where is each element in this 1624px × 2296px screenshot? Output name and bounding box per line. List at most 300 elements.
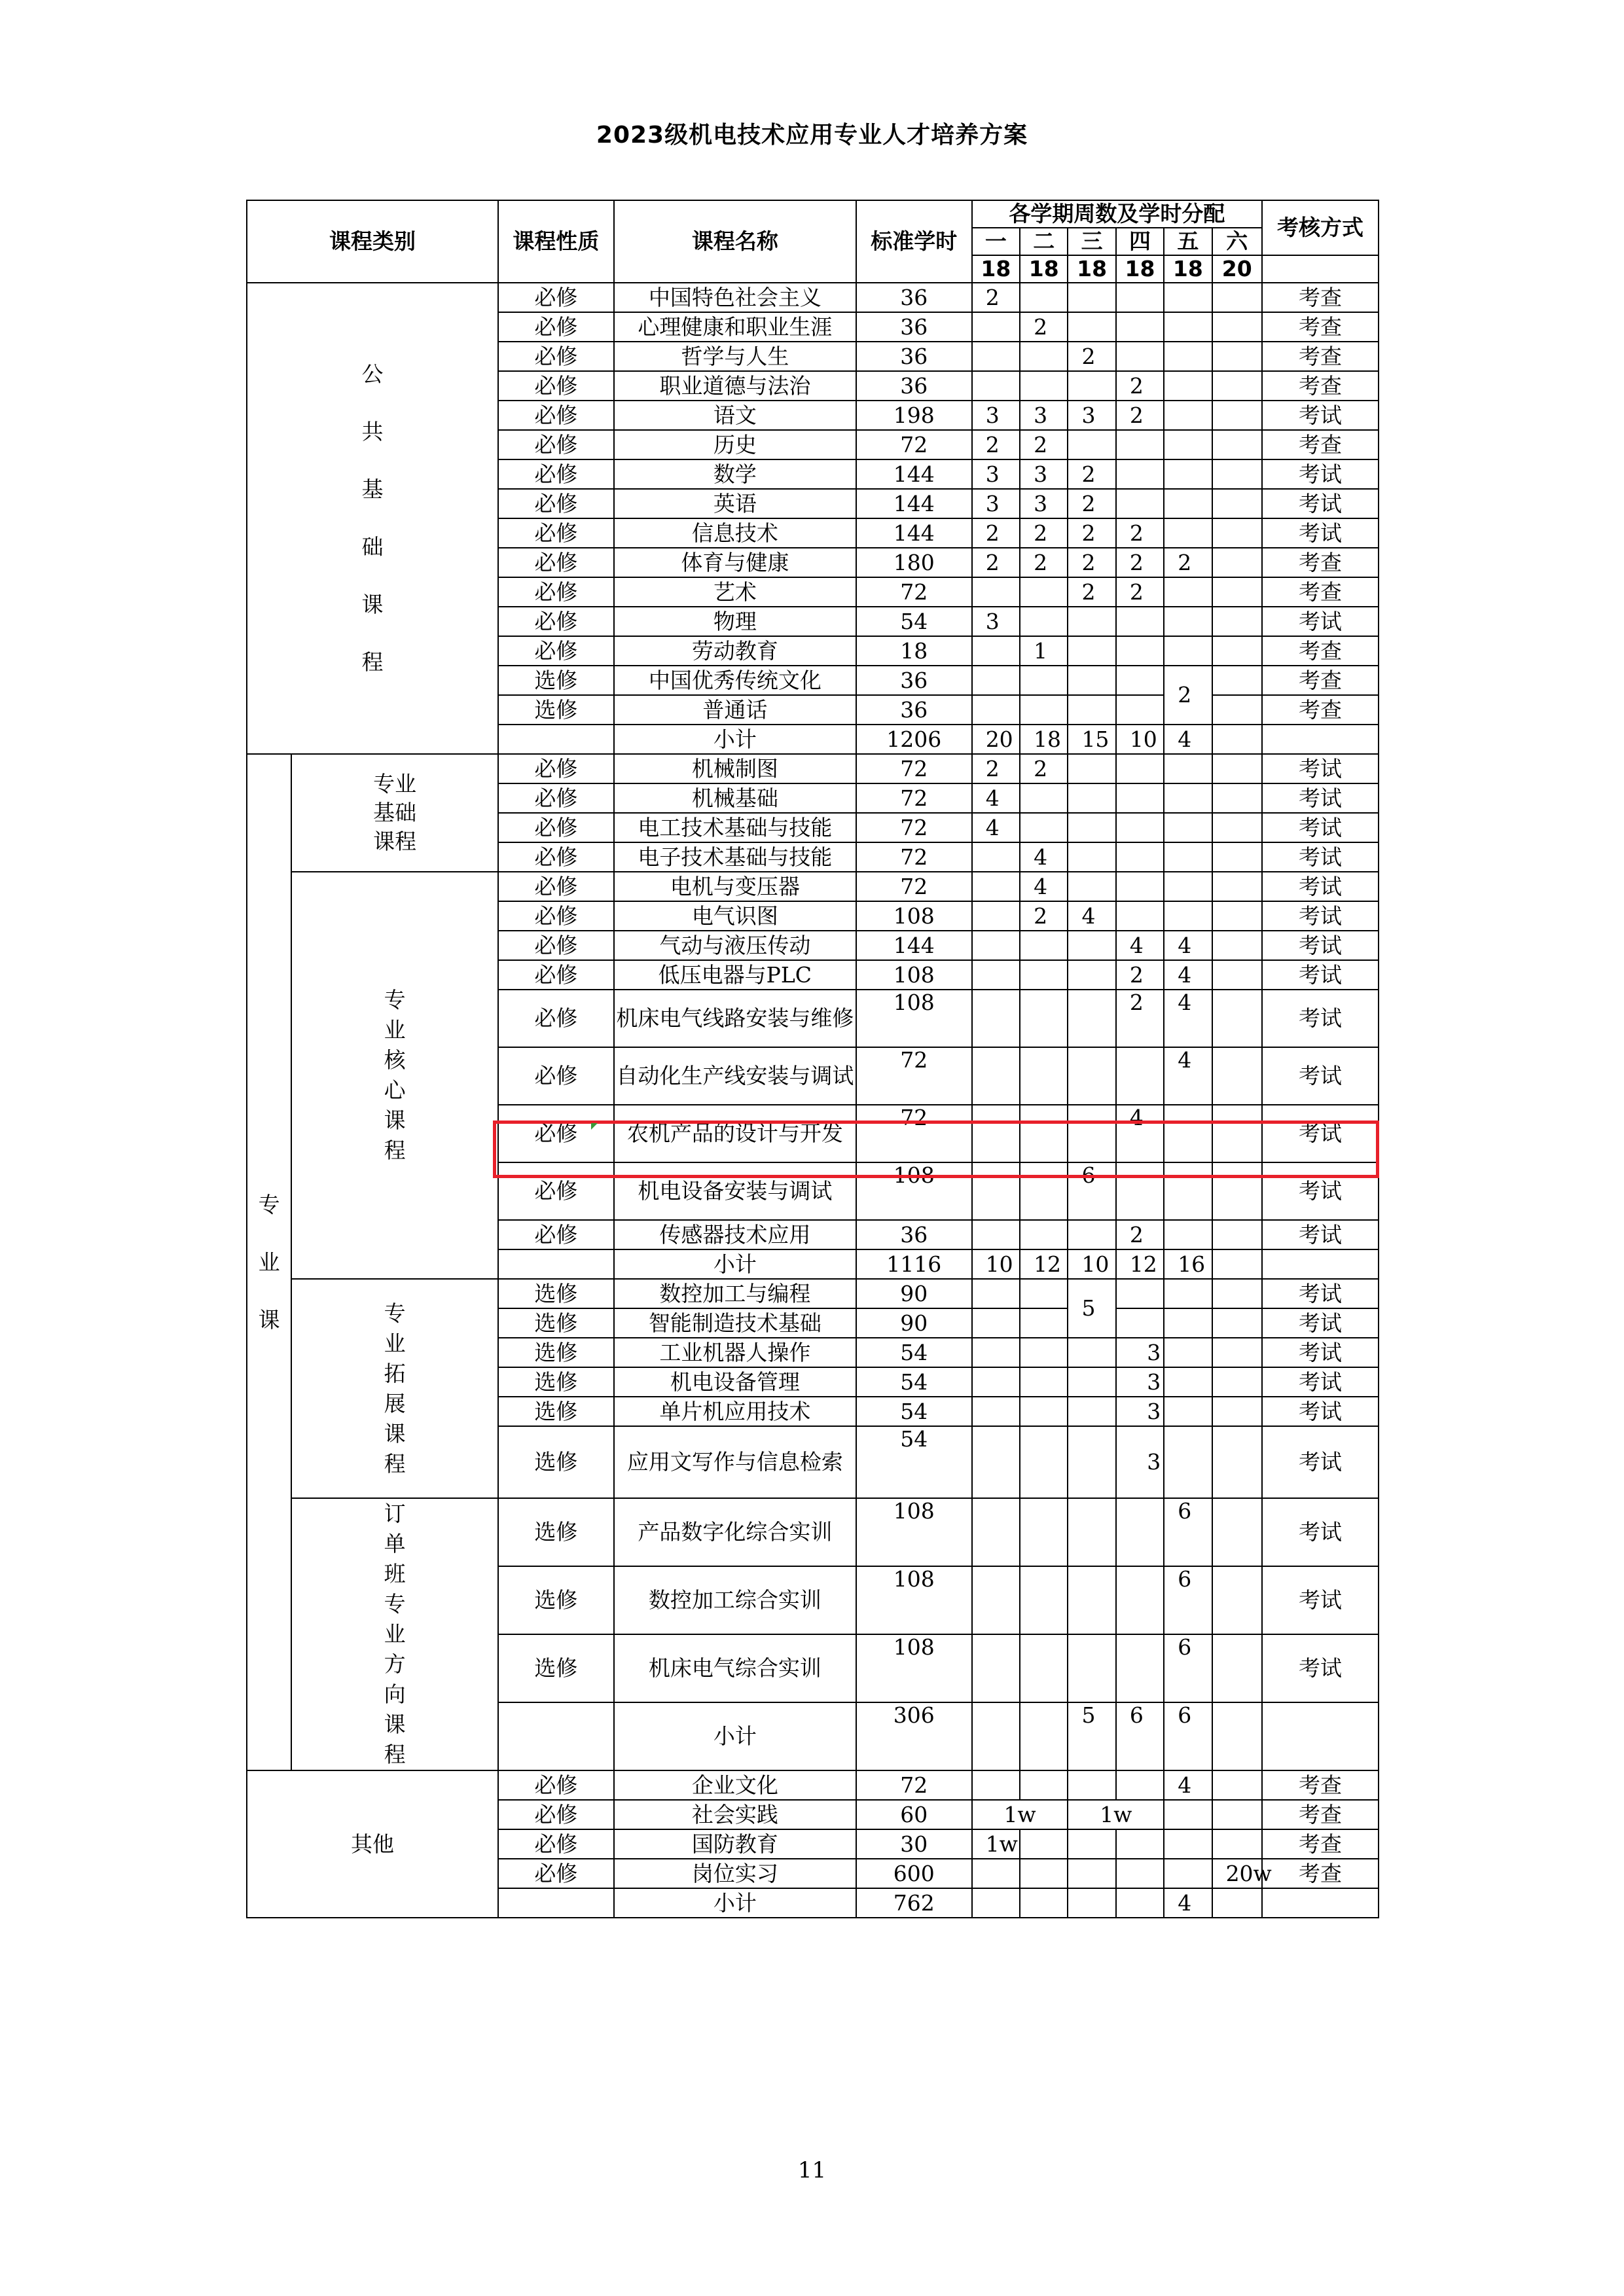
semester-hours-cell: 3 [1116,1338,1164,1367]
semester-hours-cell: 2 [972,518,1020,548]
semester-hours-cell: 12 [1020,1249,1068,1279]
course-nature: 必修 [498,1047,614,1105]
semester-hours-cell: 20 [972,725,1020,754]
course-hours: 54 [856,1426,972,1498]
semester-hours-cell [1116,842,1164,872]
course-nature: 必修 [498,990,614,1047]
semester-hours-cell [1068,842,1115,872]
semester-hours-cell [972,1338,1020,1367]
course-name: 电工技术基础与技能 [614,813,856,842]
semester-hours-cell: 6 [1164,1498,1212,1566]
course-nature: 必修 [498,931,614,960]
semester-hours-cell [972,342,1020,371]
semester-hours-cell [972,1702,1020,1770]
semester-hours-cell [972,1426,1020,1498]
header-weeks: 18 [1020,255,1068,283]
header-weeks: 18 [1164,255,1212,283]
course-assessment: 考查 [1262,283,1379,312]
semester-hours-cell [1068,1566,1115,1634]
course-hours: 72 [856,577,972,607]
course-nature: 必修 [498,1800,614,1829]
semester-hours-cell: 16 [1164,1249,1212,1279]
course-assessment: 考试 [1262,518,1379,548]
semester-hours-cell [1020,1888,1068,1918]
semester-hours-cell [1068,607,1115,636]
table-cell [1262,1702,1379,1770]
semester-hours-cell [1164,607,1212,636]
semester-hours-cell [1068,430,1115,459]
semester-hours-cell [1212,1566,1262,1634]
semester-hours-cell [1020,1220,1068,1249]
course-nature: 选修 [498,1426,614,1498]
semester-hours-cell [1164,342,1212,371]
course-assessment: 考查 [1262,666,1379,695]
course-hours: 180 [856,548,972,577]
course-assessment: 考试 [1262,489,1379,518]
semester-hours-cell [1164,312,1212,342]
semester-hours-cell: 4 [1164,1047,1212,1105]
semester-hours-cell [1068,754,1115,783]
semester-hours-cell [1020,1702,1068,1770]
semester-hours-cell [1212,636,1262,666]
course-name: 产品数字化综合实训 [614,1498,856,1566]
semester-hours-cell: 2 [1164,548,1212,577]
course-name: 岗位实习 [614,1859,856,1888]
semester-hours-cell [972,1308,1020,1338]
semester-hours-cell [1068,1426,1115,1498]
semester-hours-cell [972,636,1020,666]
semester-hours-cell [1116,695,1164,725]
semester-hours-cell: 6 [1116,1702,1164,1770]
semester-hours-cell [1212,577,1262,607]
semester-hours-cell [1068,371,1115,401]
semester-hours-cell [1212,1702,1262,1770]
semester-hours-cell: 10 [972,1249,1020,1279]
header-semester: 四 [1116,228,1164,255]
semester-hours-cell: 4 [1164,990,1212,1047]
header-hours: 标准学时 [856,200,972,283]
semester-hours-cell [1212,1367,1262,1397]
semester-hours-cell [1212,1800,1262,1829]
semester-hours-cell [1068,312,1115,342]
course-hours: 108 [856,901,972,931]
course-hours: 108 [856,1634,972,1702]
semester-weeks-cell: 1w [1068,1800,1164,1829]
semester-hours-cell [1212,1426,1262,1498]
semester-hours-cell [972,1770,1020,1800]
course-name: 机械基础 [614,783,856,813]
course-assessment: 考试 [1262,901,1379,931]
course-hours: 144 [856,489,972,518]
course-nature: 必修 [498,459,614,489]
semester-hours-cell: 2 [1116,990,1164,1047]
semester-hours-cell [1164,577,1212,607]
semester-hours-cell [1212,813,1262,842]
semester-hours-cell [1212,548,1262,577]
semester-hours-cell: 18 [1020,725,1068,754]
course-assessment: 考试 [1262,813,1379,842]
semester-hours-cell [1116,1308,1164,1338]
table-cell [1262,1249,1379,1279]
subtotal-hours: 306 [856,1702,972,1770]
course-assessment: 考试 [1262,1367,1379,1397]
semester-hours-cell: 2 [1020,312,1068,342]
semester-hours-cell [1020,990,1068,1047]
group-other: 其他 [247,1770,498,1918]
semester-hours-cell [1212,518,1262,548]
subtotal-label: 小计 [614,1249,856,1279]
semester-hours-cell [1212,1498,1262,1566]
semester-hours-cell [1020,342,1068,371]
header-category: 课程类别 [247,200,498,283]
semester-hours-cell [1212,783,1262,813]
semester-hours-cell [972,1397,1020,1426]
semester-hours-cell [1020,1770,1068,1800]
course-assessment: 考试 [1262,1397,1379,1426]
semester-hours-cell [1212,901,1262,931]
group-label-major-basic: 专业基础课程 [373,771,417,854]
semester-hours-cell [1164,371,1212,401]
course-nature: 必修 [498,636,614,666]
semester-hours-cell [972,1859,1020,1888]
course-name: 机电设备安装与调试 [614,1162,856,1220]
course-nature: 必修 [498,489,614,518]
semester-hours-cell [1212,666,1262,695]
group-major [247,754,291,1770]
course-name: 社会实践 [614,1800,856,1829]
semester-hours-cell [1116,459,1164,489]
semester-hours-cell [1212,1279,1262,1308]
semester-hours-cell [972,577,1020,607]
course-name: 传感器技术应用 [614,1220,856,1249]
course-nature: 必修 [498,1105,614,1162]
curriculum-table [246,200,1379,1918]
course-name: 中国特色社会主义 [614,283,856,312]
semester-hours-cell [1020,283,1068,312]
semester-hours-cell [1212,1829,1262,1859]
course-assessment: 考查 [1262,312,1379,342]
course-hours: 36 [856,371,972,401]
semester-hours-cell [1116,430,1164,459]
course-nature: 必修 [498,1162,614,1220]
semester-hours-cell [972,1367,1020,1397]
course-name: 单片机应用技术 [614,1397,856,1426]
semester-hours-cell: 2 [1020,518,1068,548]
course-assessment: 考查 [1262,1800,1379,1829]
semester-hours-cell: 3 [1020,401,1068,430]
course-nature: 选修 [498,1498,614,1566]
semester-hours-cell [1020,1426,1068,1498]
course-assessment: 考查 [1262,371,1379,401]
course-hours: 72 [856,872,972,901]
course-name: 普通话 [614,695,856,725]
course-hours: 108 [856,990,972,1047]
group-label-major: 专业课 [258,1191,280,1333]
semester-hours-cell [1068,813,1115,842]
semester-hours-cell [1164,1105,1212,1162]
semester-hours-cell [1164,1426,1212,1498]
header-name: 课程名称 [614,200,856,283]
semester-hours-cell: 2 [1068,548,1115,577]
table-row [247,1498,1379,1566]
subtotal-label: 小计 [614,1702,856,1770]
semester-hours-cell [972,312,1020,342]
semester-hours-cell [1116,1634,1164,1702]
semester-hours-cell [1212,1338,1262,1367]
semester-hours-cell [972,931,1020,960]
semester-hours-cell: 3 [972,489,1020,518]
header-semester: 五 [1164,228,1212,255]
course-hours: 90 [856,1279,972,1308]
semester-hours-cell [1212,695,1262,725]
course-name: 中国优秀传统文化 [614,666,856,695]
semester-hours-cell: 15 [1068,725,1115,754]
semester-hours-cell [1020,1566,1068,1634]
course-nature: 选修 [498,1338,614,1367]
course-name: 英语 [614,489,856,518]
semester-hours-cell [1116,1888,1164,1918]
semester-hours-cell [1020,1634,1068,1702]
course-nature: 选修 [498,1566,614,1634]
table-cell [1262,255,1379,283]
table-row [247,872,1379,901]
header-distribution: 各学期周数及学时分配 [972,200,1262,228]
semester-hours-cell [1212,401,1262,430]
semester-hours-cell: 5 [1068,1702,1115,1770]
semester-hours-cell: 2 [1116,548,1164,577]
semester-hours-cell: 2 [1116,960,1164,990]
course-assessment: 考试 [1262,990,1379,1047]
course-name: 应用文写作与信息检索 [614,1426,856,1498]
semester-hours-cell: 6 [1164,1702,1212,1770]
course-assessment: 考试 [1262,459,1379,489]
course-hours: 144 [856,931,972,960]
course-hours: 36 [856,342,972,371]
semester-hours-cell: 6 [1164,1634,1212,1702]
course-nature: 选修 [498,1279,614,1308]
table-cell [498,725,614,754]
semester-hours-cell [1164,636,1212,666]
semester-hours-cell [972,1047,1020,1105]
semester-hours-cell [1212,990,1262,1047]
course-assessment: 考查 [1262,342,1379,371]
course-hours: 108 [856,1162,972,1220]
course-assessment: 考试 [1262,1308,1379,1338]
course-name: 数控加工综合实训 [614,1566,856,1634]
course-nature: 必修 [498,607,614,636]
header-semester: 二 [1020,228,1068,255]
semester-hours-cell [1116,754,1164,783]
course-nature: 必修 [498,371,614,401]
semester-hours-cell [1164,842,1212,872]
semester-hours-cell [1020,1279,1068,1308]
course-name: 国防教育 [614,1829,856,1859]
course-hours: 72 [856,813,972,842]
course-assessment: 考试 [1262,1279,1379,1308]
course-name: 体育与健康 [614,548,856,577]
header-semester: 一 [972,228,1020,255]
semester-hours-cell [1212,459,1262,489]
semester-hours-cell [1068,1498,1115,1566]
course-assessment: 考试 [1262,401,1379,430]
course-assessment: 考试 [1262,1566,1379,1634]
header-weeks: 18 [972,255,1020,283]
semester-hours-cell: 1w [972,1829,1020,1859]
semester-hours-cell [1020,1859,1068,1888]
semester-hours-cell [972,901,1020,931]
semester-hours-cell: 4 [1020,872,1068,901]
course-hours: 54 [856,1367,972,1397]
course-hours: 36 [856,666,972,695]
header-semester: 三 [1068,228,1115,255]
course-assessment: 考查 [1262,695,1379,725]
course-hours: 36 [856,1220,972,1249]
semester-hours-cell [1164,283,1212,312]
semester-hours-cell [1068,990,1115,1047]
semester-hours-cell: 4 [1164,960,1212,990]
semester-hours-cell [1116,636,1164,666]
semester-hours-cell: 2 [972,754,1020,783]
semester-hours-cell [1212,1634,1262,1702]
group-label-public: 公共基础课程 [361,361,384,675]
semester-hours-cell: 3 [972,401,1020,430]
course-hours: 36 [856,312,972,342]
course-name: 工业机器人操作 [614,1338,856,1367]
semester-hours-cell: 2 [1116,518,1164,548]
semester-hours-cell [1164,813,1212,842]
course-nature: 必修 [498,960,614,990]
semester-hours-cell: 2 [1116,401,1164,430]
header-weeks: 18 [1068,255,1115,283]
course-name: 信息技术 [614,518,856,548]
semester-hours-cell [1164,1220,1212,1249]
course-nature: 选修 [498,695,614,725]
semester-hours-cell [1020,960,1068,990]
semester-hours-cell [1116,607,1164,636]
semester-hours-cell [1212,1220,1262,1249]
semester-hours-cell [1116,283,1164,312]
semester-hours-cell [1020,1105,1068,1162]
semester-hours-cell [1212,725,1262,754]
course-nature: 必修 [498,1859,614,1888]
table-row [247,200,1379,228]
header-weeks: 20 [1212,255,1262,283]
course-nature: 选修 [498,1397,614,1426]
semester-hours-cell: 12 [1116,1249,1164,1279]
semester-hours-cell [972,666,1020,695]
cell-comment-marker [591,1123,598,1130]
course-assessment: 考试 [1262,1498,1379,1566]
semester-hours-cell [1212,1162,1262,1220]
semester-hours-cell [1164,430,1212,459]
semester-hours-cell: 2 [1020,754,1068,783]
semester-hours-cell: 3 [1068,401,1115,430]
course-name: 哲学与人生 [614,342,856,371]
semester-hours-cell: 4 [1164,1888,1212,1918]
semester-hours-cell [1020,1338,1068,1367]
semester-hours-cell [1068,636,1115,666]
header-nature: 课程性质 [498,200,614,283]
semester-hours-cell [1020,577,1068,607]
table-row [247,1770,1379,1800]
semester-hours-cell [1068,1888,1115,1918]
course-name: 农机产品的设计与开发 [614,1105,856,1162]
table-cell [1262,1888,1379,1918]
semester-hours-cell [1020,1162,1068,1220]
semester-hours-cell [1068,1397,1115,1426]
header-assessment: 考核方式 [1262,200,1379,255]
course-hours: 108 [856,960,972,990]
semester-hours-cell [1020,371,1068,401]
course-name: 电子技术基础与技能 [614,842,856,872]
semester-weeks-cell: 1w [972,1800,1068,1829]
course-name: 机械制图 [614,754,856,783]
semester-hours-cell [1164,1367,1212,1397]
semester-hours-cell [1212,1308,1262,1338]
semester-hours-cell [1068,695,1115,725]
semester-hours-cell [1212,489,1262,518]
semester-hours-cell: 2 [1116,371,1164,401]
semester-hours-cell: 2 [1020,901,1068,931]
course-assessment: 考查 [1262,1770,1379,1800]
semester-hours-cell [1212,607,1262,636]
semester-hours-cell [1020,1829,1068,1859]
course-nature: 必修 [498,312,614,342]
semester-hours-cell [1020,695,1068,725]
semester-hours-cell [972,695,1020,725]
course-assessment: 考查 [1262,430,1379,459]
course-hours: 108 [856,1498,972,1566]
semester-hours-cell: 2 [972,283,1020,312]
course-assessment: 考查 [1262,577,1379,607]
course-nature: 必修 [498,754,614,783]
header-semester: 六 [1212,228,1262,255]
semester-hours-cell [972,872,1020,901]
semester-hours-cell [1212,342,1262,371]
course-nature: 必修 [498,548,614,577]
semester-hours-cell [1020,1047,1068,1105]
course-hours: 144 [856,459,972,489]
course-hours: 18 [856,636,972,666]
course-nature: 必修 [498,783,614,813]
course-nature: 必修 [498,430,614,459]
semester-hours-cell: 3 [972,607,1020,636]
semester-hours-cell: 2 [1116,1220,1164,1249]
semester-hours-cell [1212,872,1262,901]
semester-hours-cell [1068,1047,1115,1105]
semester-hours-cell [1164,872,1212,901]
course-assessment: 考试 [1262,960,1379,990]
semester-hours-cell: 2 [972,548,1020,577]
semester-hours-cell [972,1162,1020,1220]
semester-hours-cell [1212,931,1262,960]
semester-hours-cell [1164,1338,1212,1367]
semester-hours-cell [1116,1770,1164,1800]
course-hours: 72 [856,1105,972,1162]
course-hours: 72 [856,842,972,872]
table-cell [498,1702,614,1770]
course-hours: 72 [856,1047,972,1105]
course-assessment: 考试 [1262,1047,1379,1105]
semester-hours-cell [1068,1634,1115,1702]
course-hours: 36 [856,695,972,725]
semester-hours-cell [1068,283,1115,312]
course-nature: 必修 [498,342,614,371]
semester-hours-cell [1212,754,1262,783]
semester-hours-cell: 2 [1020,548,1068,577]
course-nature: 必修 [498,901,614,931]
course-nature: 必修 [498,813,614,842]
